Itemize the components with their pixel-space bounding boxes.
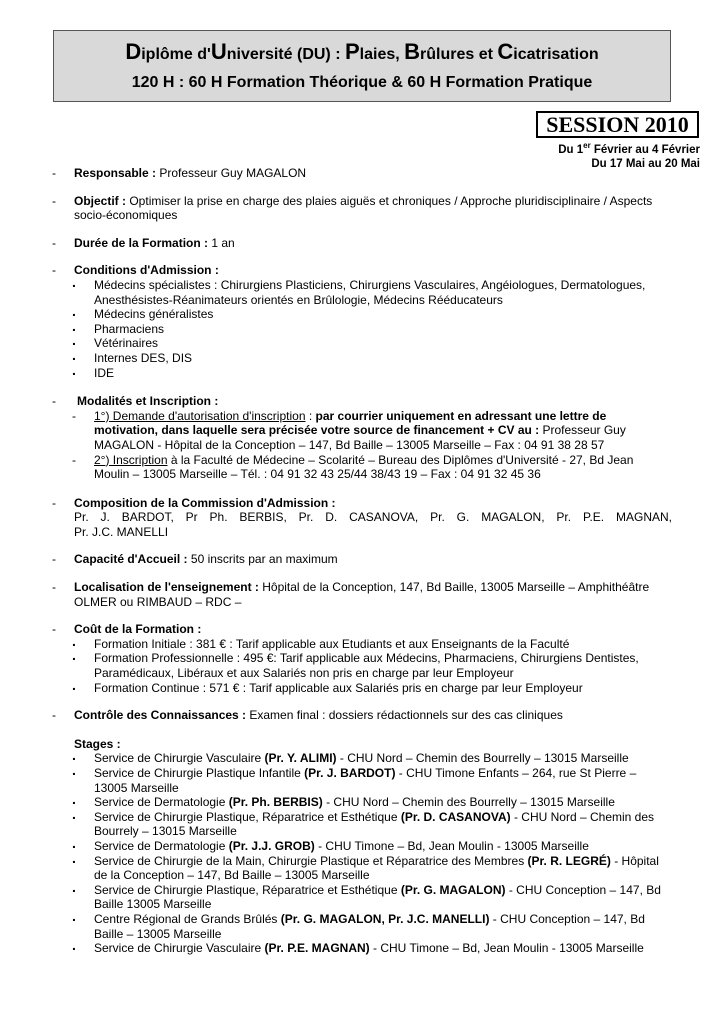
stage-service: Service de Chirurgie Vasculaire <box>94 941 265 956</box>
stage-service: Service de Dermatologie <box>94 795 229 810</box>
section-label: Objectif : <box>74 193 127 208</box>
stage-location: - CHU Timone – Bd, Jean Moulin - 13005 Marseille <box>369 941 644 956</box>
list-item-text: : <box>305 408 316 423</box>
bullet-icon: . <box>72 346 76 363</box>
stage-item <box>52 747 672 766</box>
title-part: laies, <box>359 46 405 63</box>
section-value: 50 inscrits par an maximum <box>187 552 338 567</box>
section-value: Pr. J.C. MANELLI <box>74 524 169 539</box>
dash-bullet: - <box>52 166 56 180</box>
date-text: Février au 4 Février <box>590 143 700 156</box>
session-date-1 <box>558 139 700 157</box>
section-label: Capacité d'Accueil : <box>74 552 188 567</box>
bullet-icon: . <box>72 762 76 778</box>
bullet-icon: . <box>72 834 76 851</box>
stage-professor: (Pr. Y. ALIMI) <box>264 751 337 766</box>
list-item <box>52 361 672 381</box>
stage-service: Service de Chirurgie Plastique, Réparatrice et Esthétique <box>94 809 401 824</box>
section-value: Professeur Guy MAGALON <box>156 166 307 180</box>
title-part: U <box>210 39 227 64</box>
list-item-text: Professeur Guy MAGALON - Hôpital de la Conception – 147, Bd Baille – 13005 Marseille – Fax : 04 91 38 28 57 <box>94 423 626 452</box>
bullet-icon: . <box>72 747 76 764</box>
title-part: B <box>404 39 421 64</box>
title-part: D <box>125 39 142 64</box>
list-item-text: Médecins généralistes <box>94 307 214 322</box>
section-responsable <box>52 166 672 181</box>
stage-item <box>52 937 672 956</box>
stage-location: - CHU Nord – Chemin des Bourrelly – 13015 Marseille <box>322 795 615 810</box>
title-part: (DU) : <box>296 46 345 63</box>
section-label: Composition de la Commission d'Admission : <box>74 495 336 510</box>
bullet-icon: . <box>72 332 76 349</box>
stage-service: Service de Chirurgie Plastique Infantile <box>94 766 305 780</box>
title-part: niversité <box>226 46 297 63</box>
bullet-icon: . <box>72 361 76 378</box>
dash-bullet: - <box>52 495 56 510</box>
stage-service: Service de Chirurgie de la Main, Chirurgie Plastique et Réparatrice des Membres <box>94 853 528 868</box>
stage-location: - Hôpital de la Conception – 147, Bd Baille – 13005 Marseille <box>94 853 659 883</box>
bold-text: par courrier uniquement en adressant une lettre de motivation, dans laquelle sera précisée votre source de financement + CV au : <box>94 408 607 438</box>
section-stages <box>52 737 672 956</box>
session-title: SESSION 2010 <box>536 111 699 138</box>
session-date-2: Du 17 Mai au 20 Mai <box>591 157 700 170</box>
stage-location: - CHU Conception – 147, Bd Baille 13005 Marseille <box>94 882 661 912</box>
bullet-icon: . <box>72 303 76 320</box>
list-item <box>52 303 672 322</box>
stage-location: - CHU Conception – 147, Bd Baille – 13005 Marseille <box>94 911 645 941</box>
section-label: Localisation de l'enseignement : <box>74 580 259 595</box>
stage-service: Service de Chirurgie Plastique, Réparatrice et Esthétique <box>94 882 401 897</box>
section-objectif <box>52 194 672 223</box>
section-capacite <box>52 552 672 567</box>
dash-bullet: - <box>52 394 56 409</box>
stage-professor: (Pr. Ph. BERBIS) <box>228 795 323 810</box>
dash-bullet: - <box>52 235 56 250</box>
stage-item <box>52 834 672 854</box>
bullet-icon: . <box>72 273 76 290</box>
section-label: Stages : <box>74 736 121 751</box>
stage-service: Service de Chirurgie Vasculaire <box>94 751 265 766</box>
section-label: Conditions d'Admission : <box>74 263 219 278</box>
bullet-icon: . <box>72 791 76 808</box>
stage-professor: (Pr. P.E. MAGNAN) <box>264 941 370 956</box>
stage-item <box>52 878 672 912</box>
document-title <box>54 39 670 65</box>
dash-bullet: - <box>72 452 76 467</box>
stage-item <box>52 762 672 795</box>
list-item-text: Formation Continue : 571 € : Tarif applicable aux Salariés pris en charge par leur Employeur <box>94 680 583 695</box>
list-item <box>52 647 672 681</box>
list-item <box>52 273 672 307</box>
stage-service: Service de Dermatologie <box>94 838 229 853</box>
date-sup: er <box>583 141 591 150</box>
section-value: Optimiser la prise en charge des plaies aiguës et chroniques / Approche pluridisciplinaire / Aspects socio-économiques <box>74 193 653 223</box>
stage-item <box>52 849 672 883</box>
header-box <box>53 30 671 102</box>
dash-bullet: - <box>52 708 56 723</box>
list-item <box>52 453 672 482</box>
section-controle <box>52 708 672 723</box>
list-item <box>52 332 672 351</box>
dash-bullet: - <box>52 552 56 567</box>
title-part: icatrisation <box>513 46 599 63</box>
section-label: Durée de la Formation : <box>74 235 209 250</box>
stage-location: - CHU Nord – Chemin des Bourrely – 13015 Marseille <box>94 809 655 839</box>
stage-location: - CHU Nord – Chemin des Bourrelly – 13015 Marseille <box>336 751 629 766</box>
stage-item <box>52 907 672 941</box>
list-item <box>52 676 672 696</box>
list-item <box>52 317 672 337</box>
dash-bullet: - <box>72 408 76 423</box>
list-item-text: Vétérinaires <box>94 336 159 351</box>
list-item-text: à la Faculté de Médecine – Scolarité – Bureau des Diplômes d'Université - 27, Bd Jean Moulin – 13005 Marseille – Tél. : 04 91 32 43 25/44 38/43 19 – Fax : 04 91 32 45 36 <box>94 452 634 482</box>
stage-professor: (Pr. G. MAGALON, Pr. J.C. MANELLI) <box>280 911 490 926</box>
section-localisation <box>52 580 672 609</box>
bullet-icon: . <box>72 937 76 954</box>
section-label: Contrôle des Connaissances : <box>74 708 247 723</box>
section-duree <box>52 236 672 251</box>
section-label: Coût de la Formation : <box>74 622 202 637</box>
stage-location: - CHU Timone Enfants – 264, rue St Pierre – 13005 Marseille <box>94 766 637 795</box>
underlined-text: 2°) Inscription <box>94 452 168 467</box>
list-item-text: Pharmaciens <box>94 321 165 336</box>
dash-bullet: - <box>52 263 56 278</box>
section-cout <box>52 622 672 695</box>
dash-bullet: - <box>52 193 56 208</box>
title-part: P <box>344 39 360 64</box>
list-item-text: IDE <box>94 365 115 380</box>
stage-professor: (Pr. D. CASANOVA) <box>400 809 511 824</box>
list-item <box>52 409 672 453</box>
stage-service: Centre Régional de Grands Brûlés <box>94 911 281 926</box>
section-value: Examen final : dossiers rédactionnels sur des cas cliniques <box>246 708 563 723</box>
underlined-text: 1°) Demande d'autorisation d'inscription <box>94 408 306 423</box>
stage-location: - CHU Timone – Bd, Jean Moulin - 13005 Marseille <box>314 838 589 853</box>
document-body <box>52 166 672 969</box>
list-item-text: Médecins spécialistes : Chirurgiens Plasticiens, Chirurgiens Vasculaires, Angéiologues, Dermatologues, Anesthésistes-Réanimateurs orientés en Brûlologie, Médecins Rééducateurs <box>94 277 646 307</box>
title-part: C <box>497 39 514 64</box>
section-value: Pr. J. BARDOT, Pr Ph. BERBIS, Pr. D. CASANOVA, Pr. G. MAGALON, Pr. P.E. MAGNAN, <box>74 510 672 525</box>
title-part: iplôme d' <box>141 46 211 63</box>
list-item-text: Formation Professionnelle : 495 €: Tarif applicable aux Médecins, Pharmaciens, Chirurgiens Dentistes, Paramédicaux, Libéraux et aux Salariés non pris en charge par leur Employeur <box>94 651 639 681</box>
bullet-icon: . <box>72 878 76 895</box>
list-item <box>52 632 672 652</box>
bullet-icon: . <box>72 676 76 693</box>
stage-professor: (Pr. R. LEGRÉ) <box>527 853 611 868</box>
stage-professor: (Pr. G. MAGALON) <box>400 882 506 897</box>
title-part: rûlures et <box>420 46 498 63</box>
document-subtitle: 120 H : 60 H Formation Théorique & 60 H Formation Pratique <box>131 74 593 91</box>
list-item <box>52 346 672 366</box>
bullet-icon: . <box>72 907 76 924</box>
section-commission <box>52 496 672 540</box>
bullet-icon: . <box>72 632 76 649</box>
bullet-icon: . <box>72 849 76 866</box>
stage-item <box>52 805 672 839</box>
section-label: Responsable : <box>74 166 157 180</box>
date-text: Du 1 <box>558 143 584 156</box>
section-conditions <box>52 263 672 380</box>
bullet-icon: . <box>72 647 76 664</box>
section-value: Hôpital de la Conception, 147, Bd Baille, 13005 Marseille – Amphithéâtre OLMER ou RIMBAUD – RDC – <box>74 580 650 609</box>
section-modalites <box>52 394 672 482</box>
dash-bullet: - <box>52 622 56 637</box>
dash-bullet: - <box>52 580 56 595</box>
stage-item <box>52 791 672 810</box>
list-item-text: Formation Initiale : 381 € : Tarif applicable aux Etudiants et aux Enseignants de la Faculté <box>94 636 570 651</box>
section-value: 1 an <box>208 235 235 250</box>
section-label: Modalités et Inscription : <box>77 394 219 409</box>
bullet-icon: . <box>72 805 76 822</box>
list-item-text: Internes DES, DIS <box>94 350 193 365</box>
stage-professor: (Pr. J.J. GROB) <box>228 838 315 853</box>
bullet-icon: . <box>72 317 76 334</box>
stage-professor: (Pr. J. BARDOT) <box>304 766 396 780</box>
